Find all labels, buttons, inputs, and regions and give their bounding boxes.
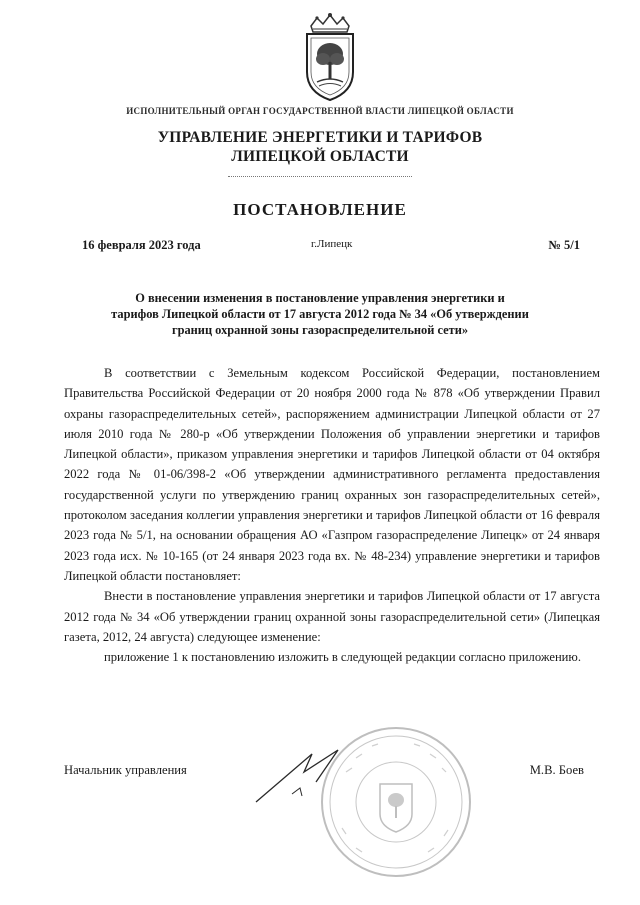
subject-line3: границ охранной зоны газораспределительной сети» bbox=[171, 323, 469, 337]
document-date: 16 февраля 2023 года bbox=[82, 238, 201, 252]
department-title bbox=[0, 128, 640, 166]
coat-of-arms-emblem bbox=[297, 12, 363, 102]
body-paragraph-amendment: Внести в постановление управления энергетики и тарифов Липецкой области от 17 августа 2012 года № 34 «Об утверждении границ охранной зоны газораспределительной сети» (Липецкая газета, 2012, 24 августа) следующее изменение: bbox=[64, 589, 600, 644]
department-title-line2: ЛИПЕЦКОЙ ОБЛАСТИ bbox=[231, 148, 409, 165]
document-city: г.Липецк bbox=[311, 238, 353, 250]
body-paragraph-appendix: приложение 1 к постановлению изложить в следующей редакции согласно приложению. bbox=[104, 650, 581, 665]
signatory-name: М.В. Боев bbox=[529, 763, 584, 777]
document-number: № 5/1 bbox=[548, 238, 580, 252]
body-paragraph-preamble: В соответствии с Земельным кодексом Российской Федерации, постановлением Правительства Российской Федерации от 20 ноября 2000 года № 878 «Об утверждении Правил охраны газораспределительных сетей», распоряжением администрации Липецкой области от 27 июля 2010 года № 280-р «Об утверждении Положения об управлении энергетики и тарифов Липецкой области», приказом управления энергетики и тарифов Липецкой области от 04 октября 2022 года № 01-06/398-2 «Об утверждении административного регламента предоставления государственной услуги по утверждению границ охранных зон газораспределительных сетей», протоколом заседания коллегии управления энергетики и тарифов Липецкой области от 16 февраля 2023 года № 5/1, на основании обращения АО «Газпром газораспределение Липецк» от 24 января 2023 года исх. № 10-165 (от 24 января 2023 года вх. № 48-234) управление энергетики и тарифов Липецкой области постановляет: bbox=[64, 366, 600, 583]
document-subject bbox=[70, 290, 570, 338]
signatory-title: Начальник управления bbox=[64, 763, 187, 777]
authority-name: ИСПОЛНИТЕЛЬНЫЙ ОРГАН ГОСУДАРСТВЕННОЙ ВЛАСТИ ЛИПЕЦКОЙ ОБЛАСТИ bbox=[126, 106, 514, 116]
department-title-line1: УПРАВЛЕНИЕ ЭНЕРГЕТИКИ И ТАРИФОВ bbox=[157, 129, 483, 146]
handwritten-signature bbox=[252, 742, 372, 812]
header-divider bbox=[228, 176, 412, 177]
document-type: ПОСТАНОВЛЕНИЕ bbox=[233, 200, 407, 219]
document-body bbox=[64, 363, 600, 667]
subject-line1: О внесении изменения в постановление управления энергетики и bbox=[135, 291, 505, 305]
subject-line2: тарифов Липецкой области от 17 августа 2012 года № 34 «Об утверждении bbox=[111, 307, 529, 321]
